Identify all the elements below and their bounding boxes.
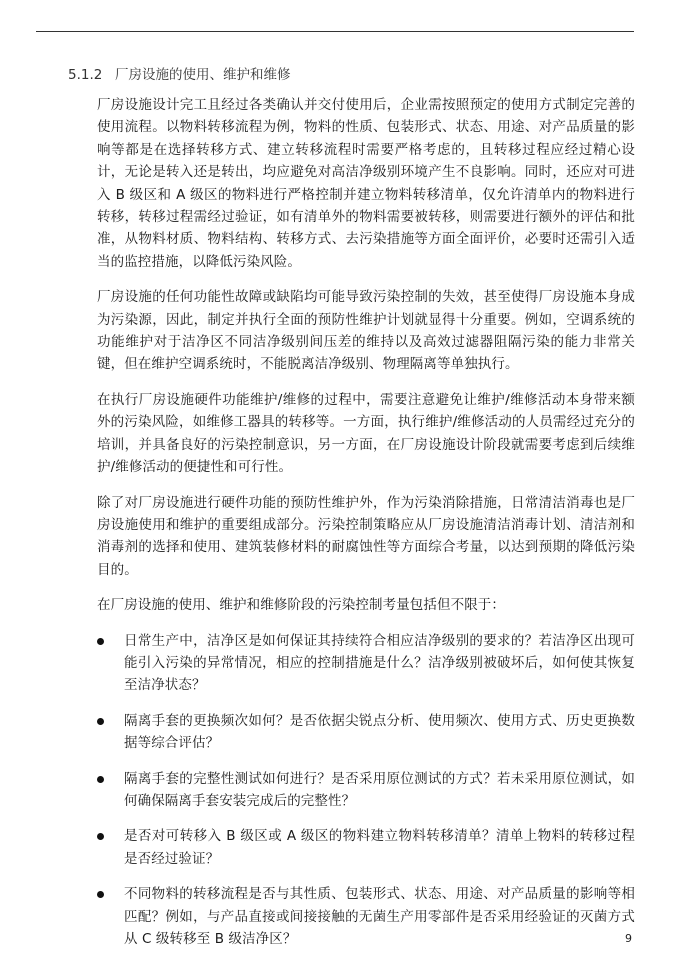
- list-item: [97, 630, 635, 697]
- bullet-icon: [97, 718, 104, 725]
- list-item-text: 隔离手套的更换频次如何？是否依据尖锐点分析、使用频次、使用方式、历史更换数据等综合评估？: [124, 712, 635, 752]
- paragraph: 厂房设施设计完工且经过各类确认并交付使用后，企业需按照预定的使用方式制定完善的使用流程。以物料转移流程为例，物料的性质、包装形式、状态、用途、对产品质量的影响等都是在选择转移方式、建立转移流程时需要严格考虑的，且转移过程应经过精心设计，无论是转入还是转出，均应避免对高洁净级别环境产生不良影响。同时，还应对可进入 B 级区和 A 级区的物料进行严格控制并建立物料转移清单，仅允许清单内的物料进行转移，转移过程需经过验证，如有清单外的物料需要被转移，则需要进行额外的评估和批准，从物料材质、物料结构、转移方式、去污染措施等方面全面评价，必要时还需引入适当的监控措施，以降低污染风险。: [97, 97, 635, 270]
- list-item-text: 是否对可转移入 B 级区或 A 级区的物料建立物料转移清单？清单上物料的转移过程是否经过验证？: [124, 828, 635, 867]
- page-number: 9: [625, 932, 632, 945]
- consideration-list: [97, 630, 635, 951]
- bullet-icon: [97, 891, 104, 898]
- bullet-icon: [97, 833, 104, 840]
- list-item-text: 日常生产中，洁净区是如何保证其持续符合相应洁净级别的要求的？若洁净区出现可能引入污染的异常情况，相应的控制措施是什么？洁净级别被破坏后，如何使其恢复至洁净状态？: [124, 632, 635, 694]
- section-heading: [68, 63, 291, 83]
- list-item-text: 不同物料的转移流程是否与其性质、包装形式、状态、用途、对产品质量的影响等相匹配？例如，与产品直接或间接接触的无菌生产用零部件是否采用经验证的灭菌方式从 C 级转移至 B 级洁净区？: [124, 886, 635, 947]
- list-item: [97, 883, 635, 950]
- list-item: [97, 710, 635, 755]
- body-content: [97, 94, 635, 963]
- list-item: [97, 825, 635, 870]
- paragraph: 厂房设施的任何功能性故障或缺陷均可能导致污染控制的失效，甚至使得厂房设施本身成为污染源，因此，制定并执行全面的预防性维护计划就显得十分重要。例如，空调系统的功能维护对于洁净区不同洁净级别间压差的维持以及高效过滤器阻隔污染的能力非常关键，但在维护空调系统时，不能脱离洁净级别、物理隔离等单独执行。: [97, 289, 635, 373]
- section-title: 厂房设施的使用、维护和维修: [115, 67, 291, 83]
- header-rule: [36, 31, 634, 32]
- bullet-icon: [97, 638, 104, 645]
- section-number: 5.1.2: [68, 67, 103, 83]
- list-item: [97, 768, 635, 813]
- paragraph: 在厂房设施的使用、维护和维修阶段的污染控制考量包括但不限于：: [97, 597, 505, 614]
- paragraph: 除了对厂房设施进行硬件功能的预防性维护外，作为污染消除措施，日常清洁消毒也是厂房设施使用和维护的重要组成部分。污染控制策略应从厂房设施清洁消毒计划、清洁剂和消毒剂的选择和使用、建筑装修材料的耐腐蚀性等方面综合考量，以达到预期的降低污染目的。: [97, 494, 635, 578]
- paragraph: 在执行厂房设施硬件功能维护/维修的过程中，需要注意避免让维护/维修活动本身带来额外的污染风险，如维修工器具的转移等。一方面，执行维护/维修活动的人员需经过充分的培训，并具备良好的污染控制意识，另一方面，在厂房设施设计阶段就需要考虑到后续维护/维修活动的便捷性和可行性。: [97, 391, 635, 476]
- list-item-text: 隔离手套的完整性测试如何进行？是否采用原位测试的方式？若未采用原位测试，如何确保隔离手套安装完成后的完整性？: [124, 770, 635, 809]
- bullet-icon: [97, 776, 104, 783]
